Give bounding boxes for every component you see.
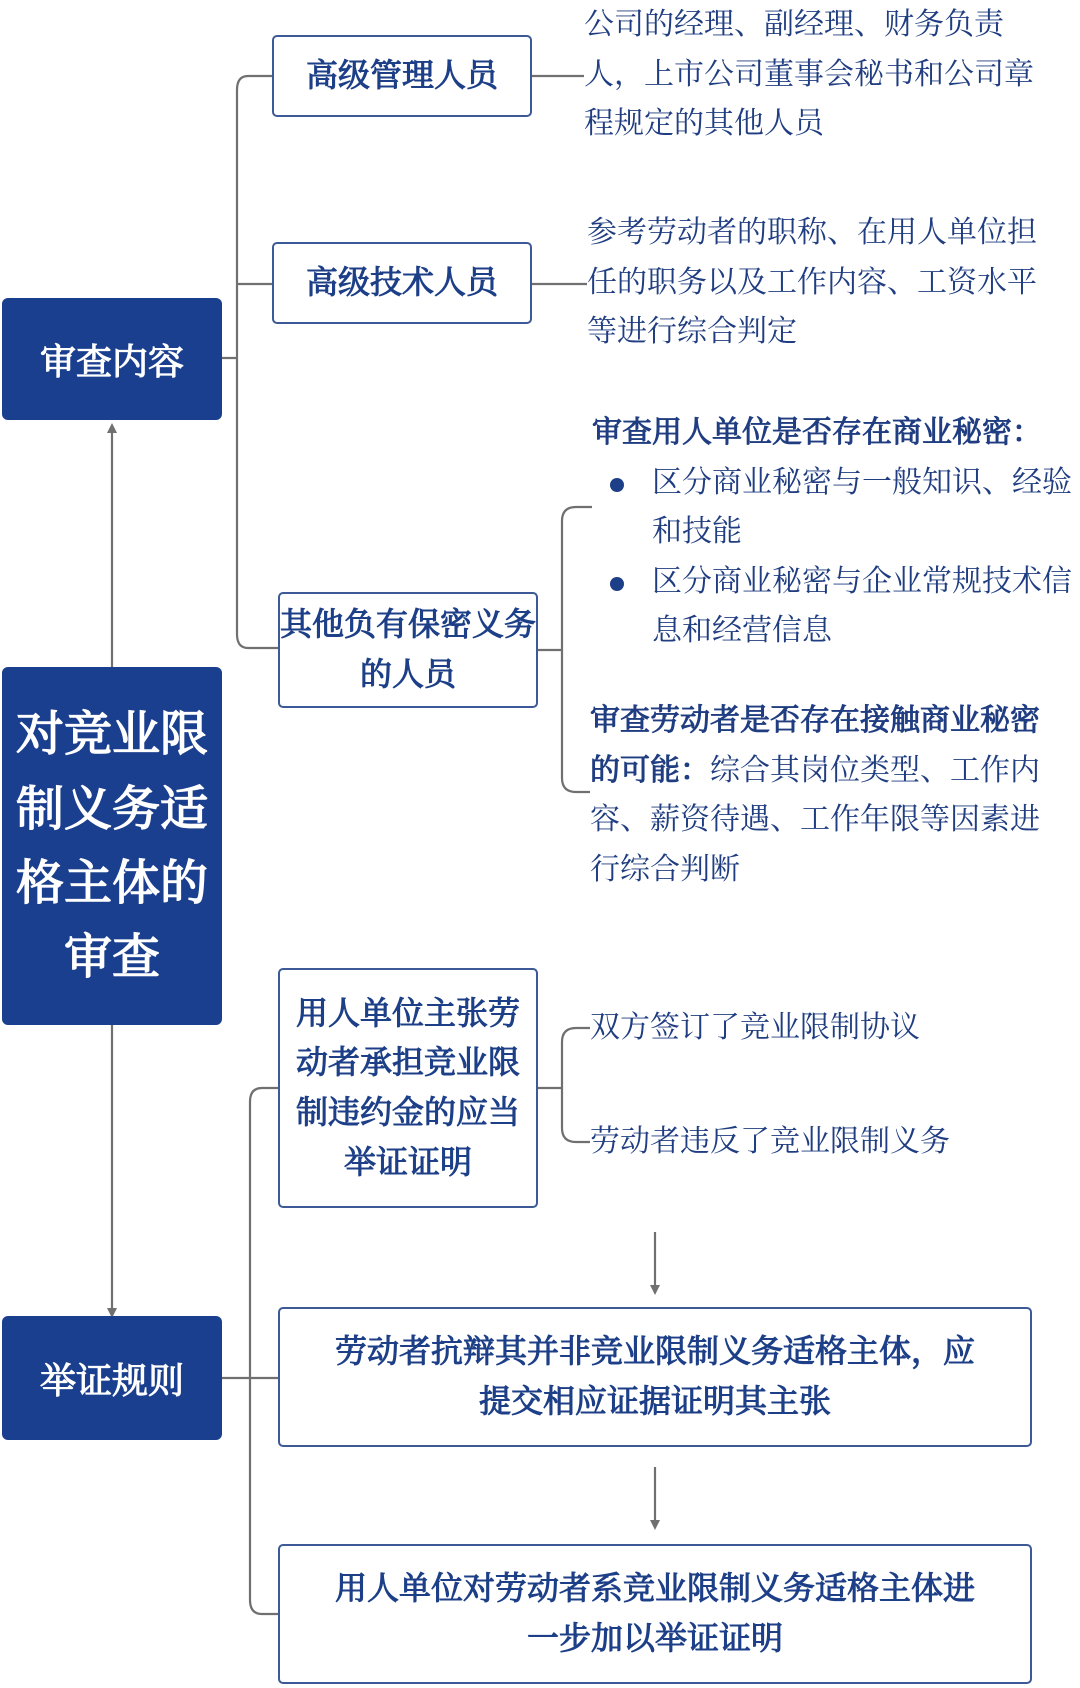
item-other-confidential	[278, 592, 538, 708]
item-senior-technical-description: 参考劳动者的职称、在用人单位担任的职务以及工作内容、工资水平等进行综合判定	[587, 215, 1037, 349]
proof-section-box	[2, 1316, 222, 1440]
check-employee-heading: 审查劳动者是否存在接触商业秘密的可能：	[590, 703, 1040, 788]
conditions-bracket	[538, 1028, 590, 1142]
item-senior-technical-label: 高级技术人员	[305, 263, 498, 302]
proof-step2-box	[278, 1307, 1032, 1447]
root-title-box	[2, 667, 222, 1025]
item-senior-management-description: 公司的经理、副经理、财务负责人，上市公司董事会秘书和公司章程规定的其他人员	[584, 7, 1034, 141]
item-senior-technical	[272, 242, 532, 324]
proof-step3-box	[278, 1544, 1032, 1684]
proof-step2-label: 劳动者抗辩其并非竞业限制义务适格主体，应提交相应证据证明其主张	[334, 1332, 975, 1420]
review-section-title: 审查内容	[39, 341, 184, 383]
proof-section-title: 举证规则	[39, 1360, 184, 1402]
check-employee-block	[590, 696, 1056, 894]
proof-step1-box	[278, 968, 538, 1208]
check-employee-text: 综合其岗位类型、工作内容、薪资待遇、工作年限等因素进行综合判断	[590, 752, 1040, 887]
review-bracket	[222, 76, 278, 648]
proof-step3-label: 用人单位对劳动者系竞业限制义务适格主体进一步加以举证证明	[334, 1569, 975, 1657]
condition-violation: 劳动者违反了竞业限制义务	[590, 1124, 950, 1159]
other-duty-bracket	[538, 507, 592, 792]
bullet-general-knowledge: 区分商业秘密与一般知识、经验和技能	[592, 458, 1072, 557]
item-other-confidential-label: 其他负有保密义务的人员	[280, 605, 537, 693]
proof-bracket	[222, 1088, 278, 1614]
check-employer-block	[592, 408, 1072, 656]
item-senior-management-label: 高级管理人员	[305, 56, 498, 95]
bullet-routine-info: 区分商业秘密与企业常规技术信息和经营信息	[592, 557, 1072, 656]
review-section-box	[2, 298, 222, 420]
condition-agreement: 双方签订了竞业限制协议	[590, 1010, 920, 1045]
proof-step1-label: 用人单位主张劳动者承担竞业限制违约金的应当举证证明	[295, 993, 520, 1181]
item-senior-management	[272, 35, 532, 117]
root-title: 对竞业限制义务适格主体的审查	[15, 706, 208, 986]
check-employer-heading: 审查用人单位是否存在商业秘密：	[592, 415, 1042, 450]
